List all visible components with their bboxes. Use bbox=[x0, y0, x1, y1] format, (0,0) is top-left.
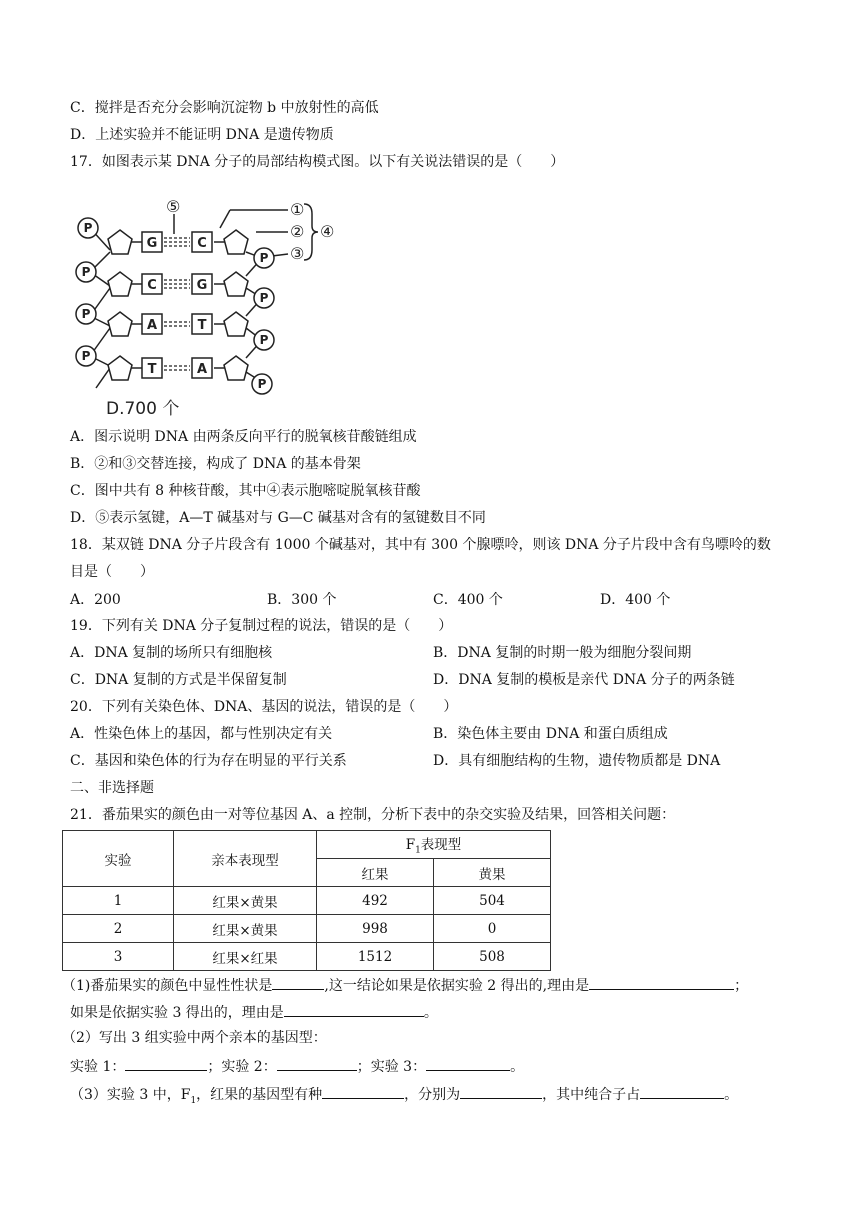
q16-option-c: C．搅拌是否充分会影响沉淀物 b 中放射性的高低 bbox=[70, 100, 379, 116]
answer-blank[interactable] bbox=[322, 1083, 404, 1099]
phosphate-label: P bbox=[259, 251, 269, 265]
header-yellow-fruit: 黄果 bbox=[434, 859, 551, 887]
label-4: ④ bbox=[320, 222, 335, 241]
cross-results-table bbox=[62, 830, 551, 971]
q21-part2: （2）写出 3 组实验中两个亲本的基因型： bbox=[62, 1030, 327, 1046]
q21-part1: （1)番茄果实的颜色中显性性状是 ,这一结论如果是依据实验 2 得出的,理由是 ； bbox=[62, 974, 748, 996]
q19-option-a: A．DNA 复制的场所只有细胞核 bbox=[70, 645, 273, 661]
phosphate-group-right bbox=[252, 248, 274, 394]
deoxyribose-left bbox=[108, 230, 132, 380]
header-experiment: 实验 bbox=[63, 831, 174, 887]
header-f1-phenotype: $F_1$表现型 bbox=[317, 831, 551, 859]
q19-option-b: B．DNA 复制的时期一般为细胞分裂间期 bbox=[433, 645, 692, 661]
base-left-1: C bbox=[147, 278, 157, 293]
phosphate-label: P bbox=[259, 333, 269, 347]
phosphate-label: P bbox=[81, 349, 91, 363]
base-right-0: C bbox=[197, 236, 207, 251]
q17-stem: 17．如图表示某 DNA 分子的局部结构模式图。以下有关说法错误的是（ ） bbox=[70, 154, 565, 170]
answer-blank[interactable] bbox=[125, 1055, 207, 1071]
deoxyribose-right bbox=[224, 230, 248, 380]
table-row: 2 红果×黄果 998 0 bbox=[63, 915, 551, 943]
dna-structure-figure bbox=[66, 192, 336, 422]
q18-stem-cont: 目是（ ） bbox=[70, 564, 154, 580]
label-3: ③ bbox=[290, 244, 305, 263]
table-row: 3 红果×红果 1512 508 bbox=[63, 943, 551, 971]
q20-stem: 20．下列有关染色体、DNA、基因的说法，错误的是（ ） bbox=[70, 699, 458, 715]
section-heading: 二、非选择题 bbox=[70, 780, 154, 796]
q21-part2-answers: 实验 1： ；实验 2： ；实验 3： 。 bbox=[70, 1055, 524, 1077]
table-row: 1 红果×黄果 492 504 bbox=[63, 887, 551, 915]
q17-option-c: C．图中共有 8 种核苷酸，其中④表示胞嘧啶脱氧核苷酸 bbox=[70, 483, 421, 499]
answer-blank[interactable] bbox=[640, 1083, 724, 1099]
q19-option-c: C．DNA 复制的方式是半保留复制 bbox=[70, 672, 287, 688]
phosphate-label: P bbox=[81, 307, 91, 321]
q17-option-b: B．②和③交替连接，构成了 DNA 的基本骨架 bbox=[70, 456, 361, 472]
q20-option-a: A．性染色体上的基因，都与性别决定有关 bbox=[70, 726, 333, 742]
figure-caption: D.700 个 bbox=[106, 399, 180, 419]
phosphate-label: P bbox=[83, 221, 93, 235]
base-left-0: G bbox=[146, 236, 158, 251]
base-left-2: A bbox=[146, 318, 158, 333]
phosphate-group-left bbox=[76, 218, 98, 366]
base-right-2: T bbox=[197, 318, 207, 333]
answer-blank[interactable] bbox=[460, 1083, 542, 1099]
label-1: ① bbox=[290, 200, 305, 219]
answer-blank[interactable] bbox=[426, 1055, 510, 1071]
q18-option-a: A．200 bbox=[70, 592, 121, 608]
q21-part3: （3）实验 3 中，$F_1$，红果的基因型有种 ，分别为 ，其中纯合子占 。 bbox=[70, 1083, 738, 1111]
q18-option-b: B．300 个 bbox=[267, 592, 337, 608]
q21-part1-cont: 如果是依据实验 3 得出的，理由是 。 bbox=[70, 1001, 438, 1023]
q18-option-c: C．400 个 bbox=[433, 592, 503, 608]
q20-option-b: B．染色体主要由 DNA 和蛋白质组成 bbox=[433, 726, 668, 742]
label-5: ⑤ bbox=[166, 197, 181, 216]
q20-option-d: D．具有细胞结构的生物，遗传物质都是 DNA bbox=[433, 753, 721, 769]
q17-option-d: D．⑤表示氢键，A—T 碱基对与 G—C 碱基对含有的氢键数目不同 bbox=[70, 510, 486, 526]
q19-stem: 19．下列有关 DNA 分子复制过程的说法，错误的是（ ） bbox=[70, 618, 453, 634]
phosphate-label: P bbox=[257, 377, 267, 391]
base-left-3: T bbox=[147, 362, 157, 377]
q17-option-a: A．图示说明 DNA 由两条反向平行的脱氧核苷酸链组成 bbox=[70, 429, 417, 445]
q20-option-c: C．基因和染色体的行为存在明显的平行关系 bbox=[70, 753, 347, 769]
base-right-1: G bbox=[196, 278, 208, 293]
answer-blank[interactable] bbox=[272, 974, 324, 990]
phosphate-label: P bbox=[81, 265, 91, 279]
answer-blank[interactable] bbox=[284, 1001, 424, 1017]
q18-option-d: D．400 个 bbox=[600, 592, 671, 608]
q21-stem: 21．番茄果实的颜色由一对等位基因 A、a 控制，分析下表中的杂交实验及结果，回答相关问题： bbox=[70, 807, 676, 823]
q16-option-d: D．上述实验并不能证明 DNA 是遗传物质 bbox=[70, 127, 334, 143]
q19-option-d: D．DNA 复制的模板是亲代 DNA 分子的两条链 bbox=[433, 672, 735, 688]
label-2: ② bbox=[290, 222, 305, 241]
phosphate-label: P bbox=[259, 291, 269, 305]
header-red-fruit: 红果 bbox=[317, 859, 434, 887]
q18-stem: 18．某双链 DNA 分子片段含有 1000 个碱基对，其中有 300 个腺嘌呤，则该 DNA 分子片段中含有鸟嘌呤的数 bbox=[70, 537, 771, 553]
base-right-3: A bbox=[196, 362, 208, 377]
answer-blank[interactable] bbox=[277, 1055, 357, 1071]
answer-blank[interactable] bbox=[589, 974, 734, 990]
header-parent-phenotype: 亲本表现型 bbox=[174, 831, 317, 887]
